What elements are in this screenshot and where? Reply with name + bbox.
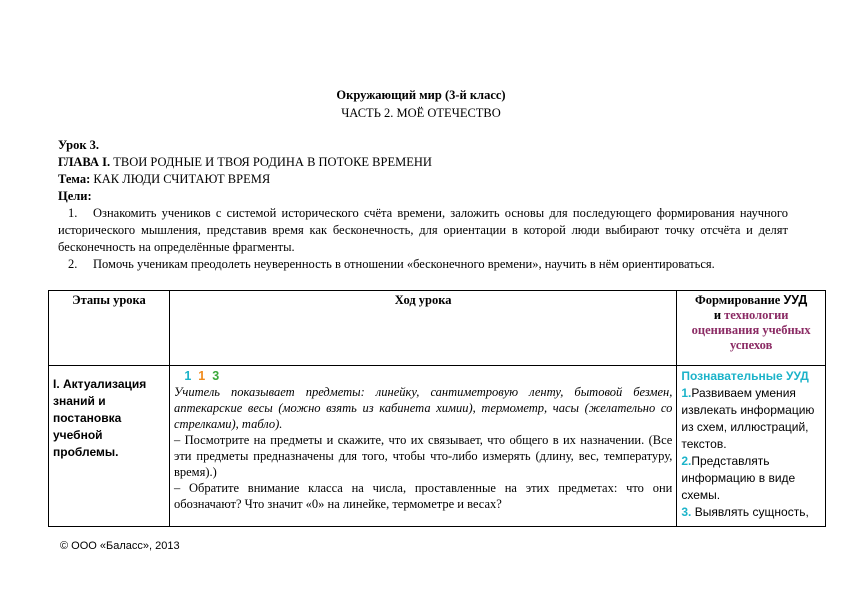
- step-number-1: 1: [184, 369, 192, 383]
- topic-label: Тема:: [58, 172, 91, 186]
- uud-title: Познавательные УУД: [681, 369, 809, 383]
- goal-item: [58, 205, 788, 256]
- question-1: – Посмотрите на предметы и скажите, что их связывает, что общего в их назначении. (Все эти предметы предназначены для того, чтобы что-либо измерять (длину, вес, температуру, время).): [173, 433, 673, 479]
- header-course: Ход урока: [169, 291, 676, 366]
- stage-cell: I. Актуализация знаний и постановка учебной проблемы.: [49, 366, 170, 527]
- chapter-title: ТВОИ РОДНЫЕ И ТВОЯ РОДИНА В ПОТОКЕ ВРЕМЕНИ: [110, 155, 432, 169]
- goal-item: [58, 256, 788, 273]
- uud-item: [681, 504, 821, 521]
- topic-text: КАК ЛЮДИ СЧИТАЮТ ВРЕМЯ: [90, 172, 271, 186]
- uud-item-number: 2.: [681, 454, 692, 468]
- lesson-number: Урок 3.: [58, 138, 100, 152]
- header-uud: УУД: [783, 293, 808, 307]
- page-header: [0, 86, 842, 122]
- uud-item: [681, 385, 821, 453]
- uud-cell: [677, 366, 826, 527]
- uud-item-text: Выявлять сущность,: [691, 505, 809, 519]
- header-stages: Этапы урока: [49, 291, 170, 366]
- step-number-3: 3: [212, 369, 220, 383]
- chapter-line: [58, 154, 788, 171]
- chapter-label: ГЛАВА I.: [58, 155, 111, 169]
- question-2: – Обратите внимание класса на числа, проставленные на этих предметах: что они обозначают? Что значит «0» на линейке, термометре и весах?: [173, 481, 673, 511]
- lesson-info: [58, 137, 788, 273]
- subject-title: Окружающий мир (3-й класс): [336, 88, 506, 102]
- header-assessment: оценивания учебных успехов: [691, 323, 811, 352]
- course-cell: [169, 366, 676, 527]
- goals-label: Цели:: [58, 189, 92, 203]
- teacher-instruction: Учитель показывает предметы: линейку, сантиметровую ленту, бытовой безмен, аптекарские весы (можно взять из кабинета химии), термометр, часы (желательно со стрелками), табло).: [173, 385, 673, 431]
- step-numbers: [174, 368, 672, 384]
- header-formation-text: Формирование: [695, 293, 784, 307]
- table-header-row: [49, 291, 826, 366]
- uud-item-text: Представлять информацию в виде схемы.: [681, 454, 796, 502]
- step-number-2: 1: [198, 369, 206, 383]
- goal-text: Помочь ученикам преодолеть неуверенность в отношении «бесконечного времени», научить в нём ориентироваться.: [93, 257, 715, 271]
- uud-item-number: 3.: [681, 505, 692, 519]
- table-row: [49, 366, 826, 527]
- header-and: и: [713, 308, 725, 322]
- copyright-footer: © ООО «Баласс», 2013: [60, 540, 180, 552]
- header-technology: технологии: [724, 308, 789, 322]
- goal-text: Ознакомить учеников с системой исторического счёта времени, заложить основы для последующего формирования научного исторического мышления, представив время как бесконечность, для ориентации в которой люди выбирают точку отсчёта и делят бесконечность на определённые фрагменты.: [58, 206, 788, 254]
- lesson-table: [48, 290, 826, 527]
- goal-number: 1.: [68, 206, 78, 220]
- uud-item-number: 1.: [681, 386, 692, 400]
- uud-item-text: Развиваем умения извлекать информацию из схем, иллюстраций, текстов.: [681, 386, 815, 451]
- uud-item: [681, 453, 821, 504]
- part-title: ЧАСТЬ 2. МОЁ ОТЕЧЕСТВО: [341, 106, 501, 120]
- header-formation: [677, 291, 826, 366]
- goal-number: 2.: [68, 257, 78, 271]
- topic-line: [58, 171, 788, 188]
